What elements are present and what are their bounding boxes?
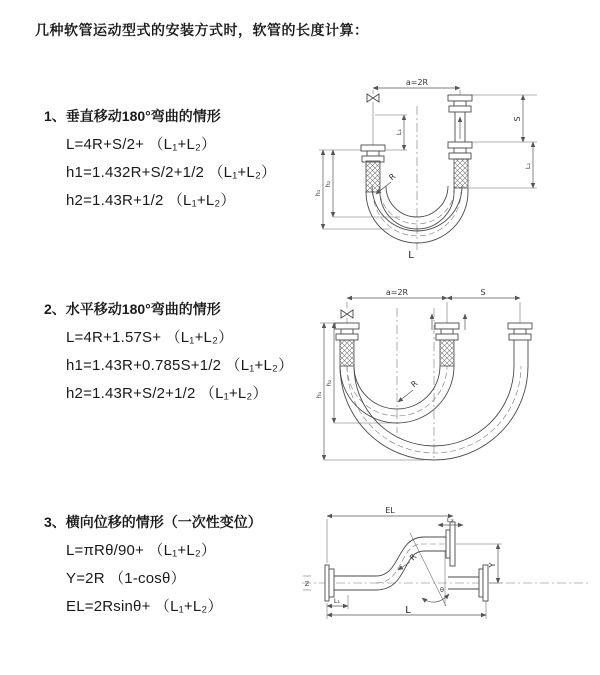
dim-label-l2: L₂ [446,516,454,524]
formula-line: Y=2R （1-cosθ） [66,570,186,587]
radius-leader [398,379,420,402]
dim-label-a2r: a=2R [405,78,429,87]
dim-label-l: L [405,605,411,616]
right-flange-lower [448,142,472,188]
section-3-heading: 3、横向位移的情形（一次性变位） [44,514,262,530]
dimension-h1 [315,323,424,460]
dim-label-l1: L₁ [395,128,403,136]
dimension-s [447,288,520,323]
dim-label-h1: h₁ [314,189,322,197]
axis-label-z: Z [304,580,310,588]
dimension-l2 [469,142,537,188]
left-flange-assembly [325,565,376,601]
upper-right-flange [446,522,455,566]
dimension-s [472,95,537,142]
valve-icon [367,94,379,102]
dimension-l2 [438,516,463,525]
formula-line: L=4R+1.57S+ （L₁+L₂） [66,329,234,346]
formula-line: h2=1.43R+1/2 （L₁+L₂） [66,192,236,209]
dimension-a2r [373,78,460,95]
dim-label-h2: h₂ [324,180,332,188]
section-3 [44,512,324,623]
dim-label-l2: L₂ [524,162,532,170]
valve-icon [341,310,353,318]
formula-line: EL=2Rsinθ+ （L₁+L₂） [66,598,223,615]
page-title: 几种软管运动型式的安装方式时，软管的长度计算： [35,22,369,38]
dim-label-h2: h₂ [325,379,333,387]
formula-line: L=4R+S/2+ （L₁+L₂） [66,136,217,153]
angle-label-theta: θ [440,586,444,594]
dim-label-l1: L₁ [333,597,341,605]
section-2 [44,299,324,410]
dim-label-r: R [387,171,398,183]
left-flange-assembly [361,102,385,192]
dim-label-s: S [513,116,522,122]
section-1-heading: 1、垂直移动180°弯曲的情形 [44,108,221,124]
section-2-heading: 2、水平移动180°弯曲的情形 [44,301,221,317]
formula-line: h1=1.43R+0.785S+1/2 （L₁+L₂） [66,357,294,374]
dimension-el [327,506,453,563]
hose-s-curve [376,537,446,590]
right-flange-assembly [508,323,532,366]
dim-label-r: R [409,378,420,390]
dim-label-h1: h₁ [315,391,323,399]
dim-label-r: R [408,552,419,563]
formula-line: h1=1.432R+S/2+1/2 （L₁+L₂） [66,164,277,181]
formula-line: h2=1.43R+S/2+1/2 （L₁+L₂） [66,385,268,402]
dim-label-y: Y [488,562,497,568]
dim-label-a2r: a=2R [385,288,409,297]
dim-label-l: L [408,250,414,261]
middle-flange-assembly [435,323,459,366]
formula-line: L=πRθ/90+ （L₁+L₂） [66,542,217,559]
section-1 [44,106,324,217]
dimension-l [327,601,486,619]
left-flange-assembly [335,318,359,366]
horizontal-180-bend-diagram [312,283,584,463]
dim-label-s: S [480,288,486,297]
radius-leader [398,552,419,570]
dim-label-el: EL [385,506,395,515]
lateral-displacement-diagram [296,503,596,648]
vertical-180-bend-diagram [305,68,550,260]
